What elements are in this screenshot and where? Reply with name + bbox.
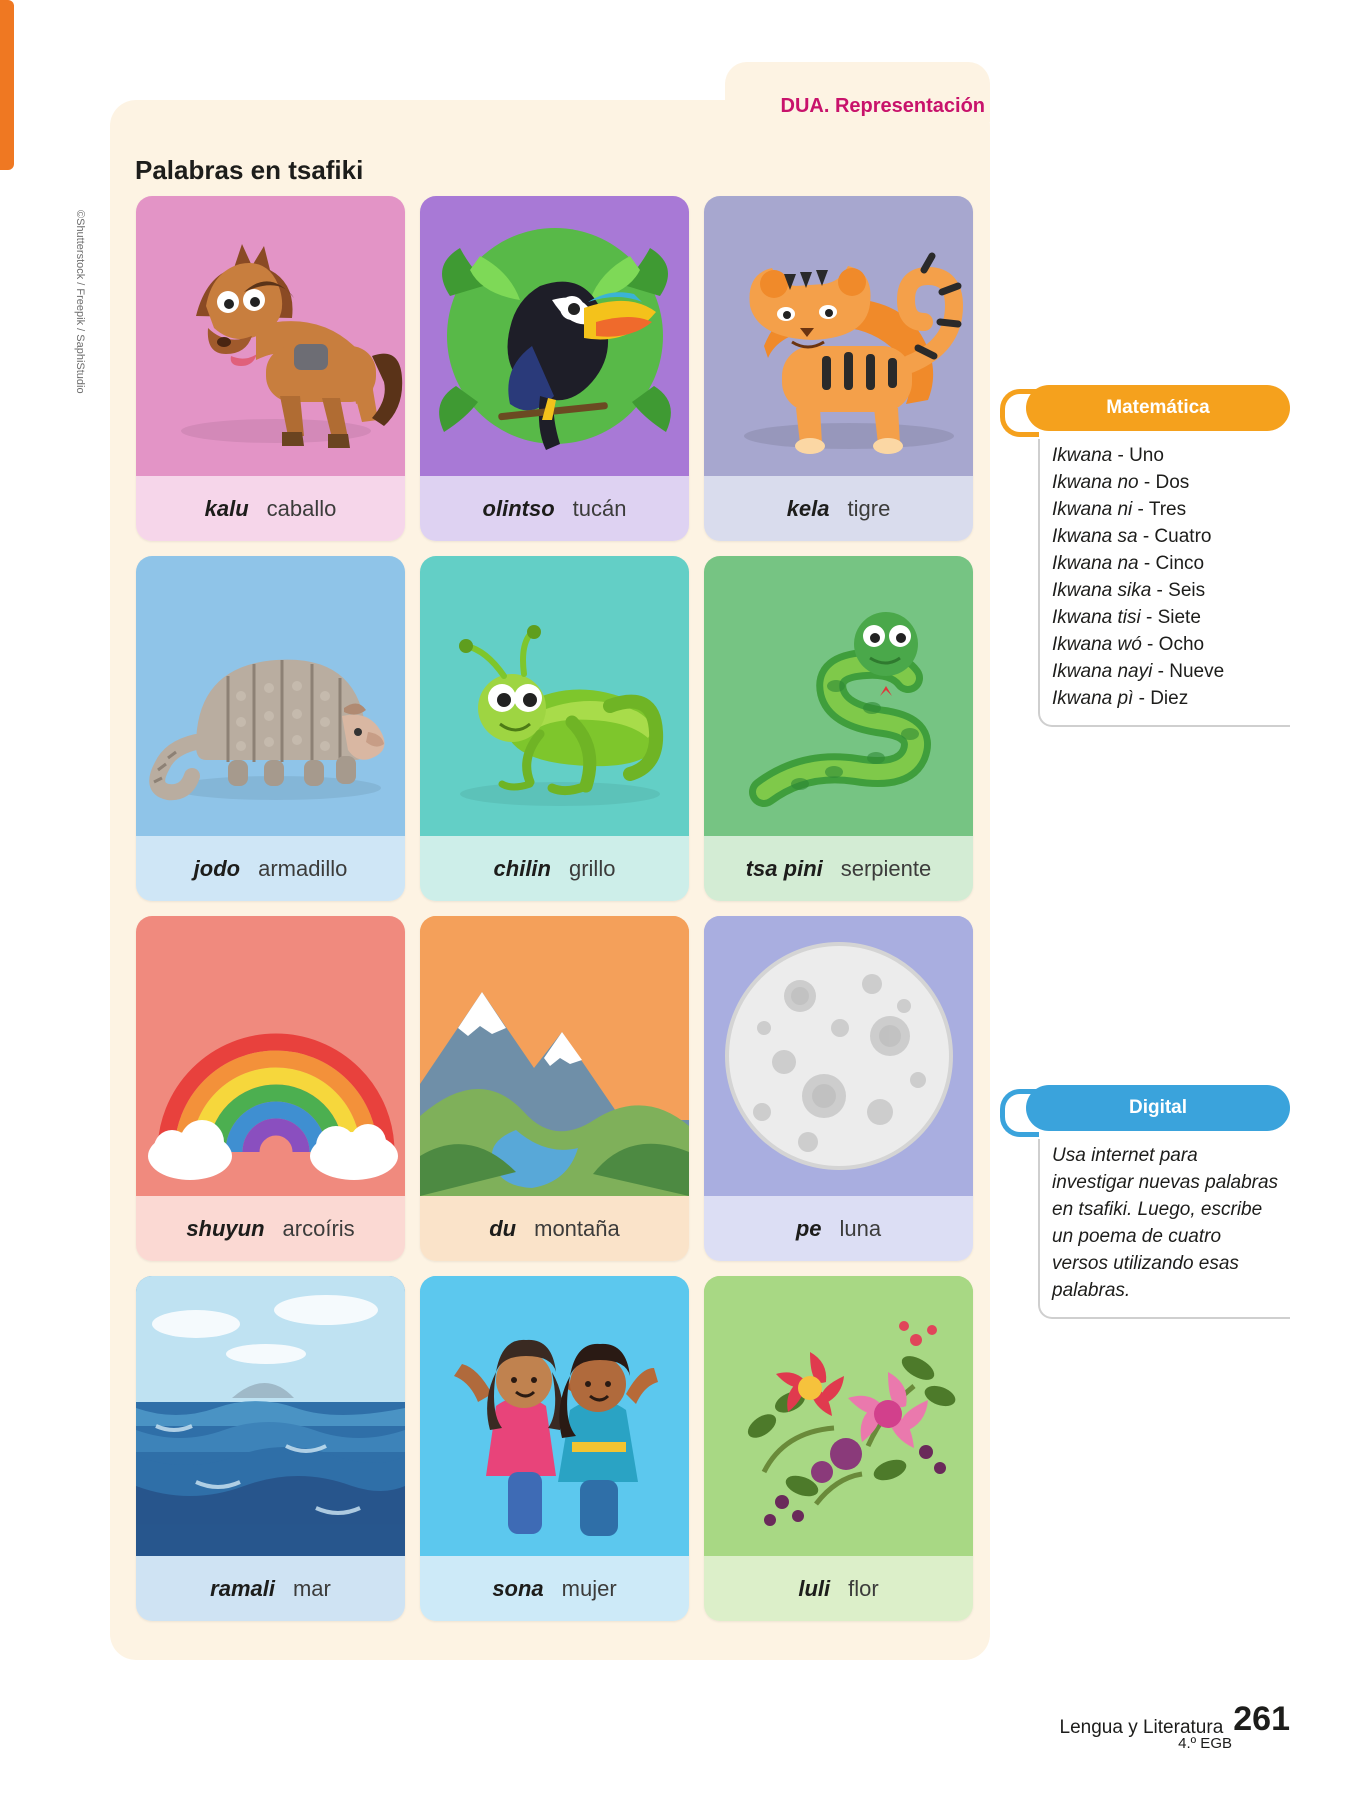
horse-icon (136, 196, 405, 476)
word-card-label (704, 836, 973, 901)
word-spanish: tigre (847, 495, 891, 521)
word-tsafiki: ramali (210, 1575, 275, 1601)
tiger-icon (704, 196, 973, 476)
math-term-tsafiki: Ikwana pì (1052, 687, 1134, 709)
word-tsafiki: chilin (493, 855, 551, 881)
word-card-grid (136, 196, 974, 1636)
math-term-spanish: - Nueve (1152, 660, 1225, 682)
flowers-icon (704, 1276, 973, 1556)
rainbow-icon (136, 916, 405, 1196)
word-card-label (136, 476, 405, 541)
callout-matematica-body (1038, 439, 1290, 727)
word-card[interactable] (136, 1276, 405, 1621)
math-term-tsafiki: Ikwana na (1052, 552, 1139, 574)
math-list-item (1052, 470, 1280, 497)
math-term-tsafiki: Ikwana sa (1052, 525, 1138, 547)
word-spanish: luna (839, 1215, 882, 1241)
word-tsafiki: kalu (204, 495, 249, 521)
math-term-tsafiki: Ikwana (1052, 445, 1113, 466)
word-card-label (420, 836, 689, 901)
word-spanish: tucán (572, 495, 627, 521)
page-footer (1060, 1700, 1290, 1752)
women-icon (420, 1276, 689, 1556)
word-card-label (420, 1196, 689, 1261)
math-list-item (1052, 497, 1280, 524)
footer-page-number: 261 (1233, 1700, 1290, 1738)
math-list-item (1052, 551, 1280, 578)
word-spanish: arcoíris (282, 1215, 355, 1241)
callout-digital (1000, 1085, 1290, 1319)
math-term-spanish: - Cuatro (1137, 525, 1212, 547)
word-spanish: mujer (561, 1575, 617, 1601)
math-list-item (1052, 659, 1280, 686)
math-list-item (1052, 524, 1280, 551)
word-tsafiki: luli (798, 1575, 831, 1601)
word-card[interactable] (704, 556, 973, 901)
math-term-spanish: - Tres (1132, 498, 1187, 520)
toucan-icon (420, 196, 689, 476)
word-tsafiki: sona (492, 1575, 544, 1601)
left-accent-bar (0, 0, 14, 170)
word-card[interactable] (420, 556, 689, 901)
page-title: Palabras en tsafiki (135, 155, 364, 185)
word-card[interactable] (420, 196, 689, 541)
footer-level: 4.º EGB (1178, 1735, 1232, 1752)
bracket-icon (1000, 389, 1039, 437)
card-row (136, 1276, 974, 1621)
math-term-spanish: - Ocho (1141, 633, 1205, 655)
word-tsafiki: du (489, 1215, 517, 1241)
math-term-spanish: - Siete (1140, 606, 1201, 628)
word-spanish: serpiente (840, 855, 932, 881)
math-list-item (1052, 605, 1280, 632)
word-card[interactable] (420, 1276, 689, 1621)
callout-matematica (1000, 385, 1290, 727)
dua-tag (735, 95, 985, 118)
word-card-label (136, 836, 405, 901)
word-card[interactable] (704, 196, 973, 541)
callout-digital-title: Digital (1026, 1085, 1290, 1131)
word-card[interactable] (704, 916, 973, 1261)
word-tsafiki: pe (795, 1215, 822, 1241)
word-tsafiki: kela (786, 495, 830, 521)
word-card-label (420, 1556, 689, 1621)
math-list-item (1052, 686, 1280, 713)
snake-icon (704, 556, 973, 836)
word-card-label (420, 476, 689, 541)
word-spanish: flor (848, 1575, 879, 1601)
word-spanish: mar (292, 1575, 331, 1601)
bracket-icon (1000, 1089, 1039, 1137)
math-term-tsafiki: Ikwana tisi (1052, 606, 1141, 628)
math-term-tsafiki: Ikwana no (1052, 471, 1139, 493)
callout-matematica-title: Matemática (1026, 385, 1290, 431)
image-credit: ©Shutterstock / Freepik / SaphiStudio (74, 210, 86, 394)
armadillo-icon (136, 556, 405, 836)
moon-icon (704, 916, 973, 1196)
math-list-item (1052, 578, 1280, 605)
footer-subject: Lengua y Literatura (1059, 1717, 1224, 1738)
word-card-label (704, 1556, 973, 1621)
grasshopper-icon (420, 556, 689, 836)
dua-prefix: DUA. (780, 95, 830, 117)
sea-icon (136, 1276, 405, 1556)
word-card[interactable] (136, 916, 405, 1261)
word-tsafiki: olintso (482, 495, 555, 521)
word-card-label (704, 1196, 973, 1261)
math-term-tsafiki: Ikwana ni (1052, 498, 1133, 520)
word-tsafiki: tsa pini (745, 855, 823, 881)
word-spanish: grillo (568, 855, 616, 881)
math-term-spanish: - Uno (1112, 445, 1164, 466)
math-term-spanish: - Cinco (1138, 552, 1205, 574)
math-list-item (1052, 632, 1280, 659)
dua-label: Representación (829, 95, 985, 117)
word-spanish: montaña (534, 1215, 620, 1241)
word-card[interactable] (704, 1276, 973, 1621)
math-term-spanish: - Diez (1133, 687, 1189, 709)
word-card-label (136, 1196, 405, 1261)
math-term-tsafiki: Ikwana wó (1052, 633, 1142, 655)
word-card-label (704, 476, 973, 541)
word-card[interactable] (136, 556, 405, 901)
math-list-item (1052, 443, 1280, 470)
callout-digital-body: Usa internet para investigar nuevas palabras en tsafiki. Luego, escribe un poema de cuatro versos utilizando esas palabras. (1038, 1139, 1290, 1319)
math-term-tsafiki: Ikwana sika (1052, 579, 1152, 601)
math-term-tsafiki: Ikwana nayi (1052, 660, 1153, 682)
word-tsafiki: shuyun (186, 1215, 265, 1241)
math-term-spanish: - Seis (1151, 579, 1206, 601)
word-spanish: armadillo (258, 855, 348, 881)
mountain-icon (420, 916, 689, 1196)
card-row (136, 916, 974, 1261)
word-card[interactable] (136, 196, 405, 541)
word-card-label (136, 1556, 405, 1621)
card-row (136, 556, 974, 901)
word-spanish: caballo (266, 495, 337, 521)
word-card[interactable] (420, 916, 689, 1261)
word-tsafiki: jodo (193, 855, 241, 881)
card-row (136, 196, 974, 541)
math-term-spanish: - Dos (1138, 471, 1190, 493)
